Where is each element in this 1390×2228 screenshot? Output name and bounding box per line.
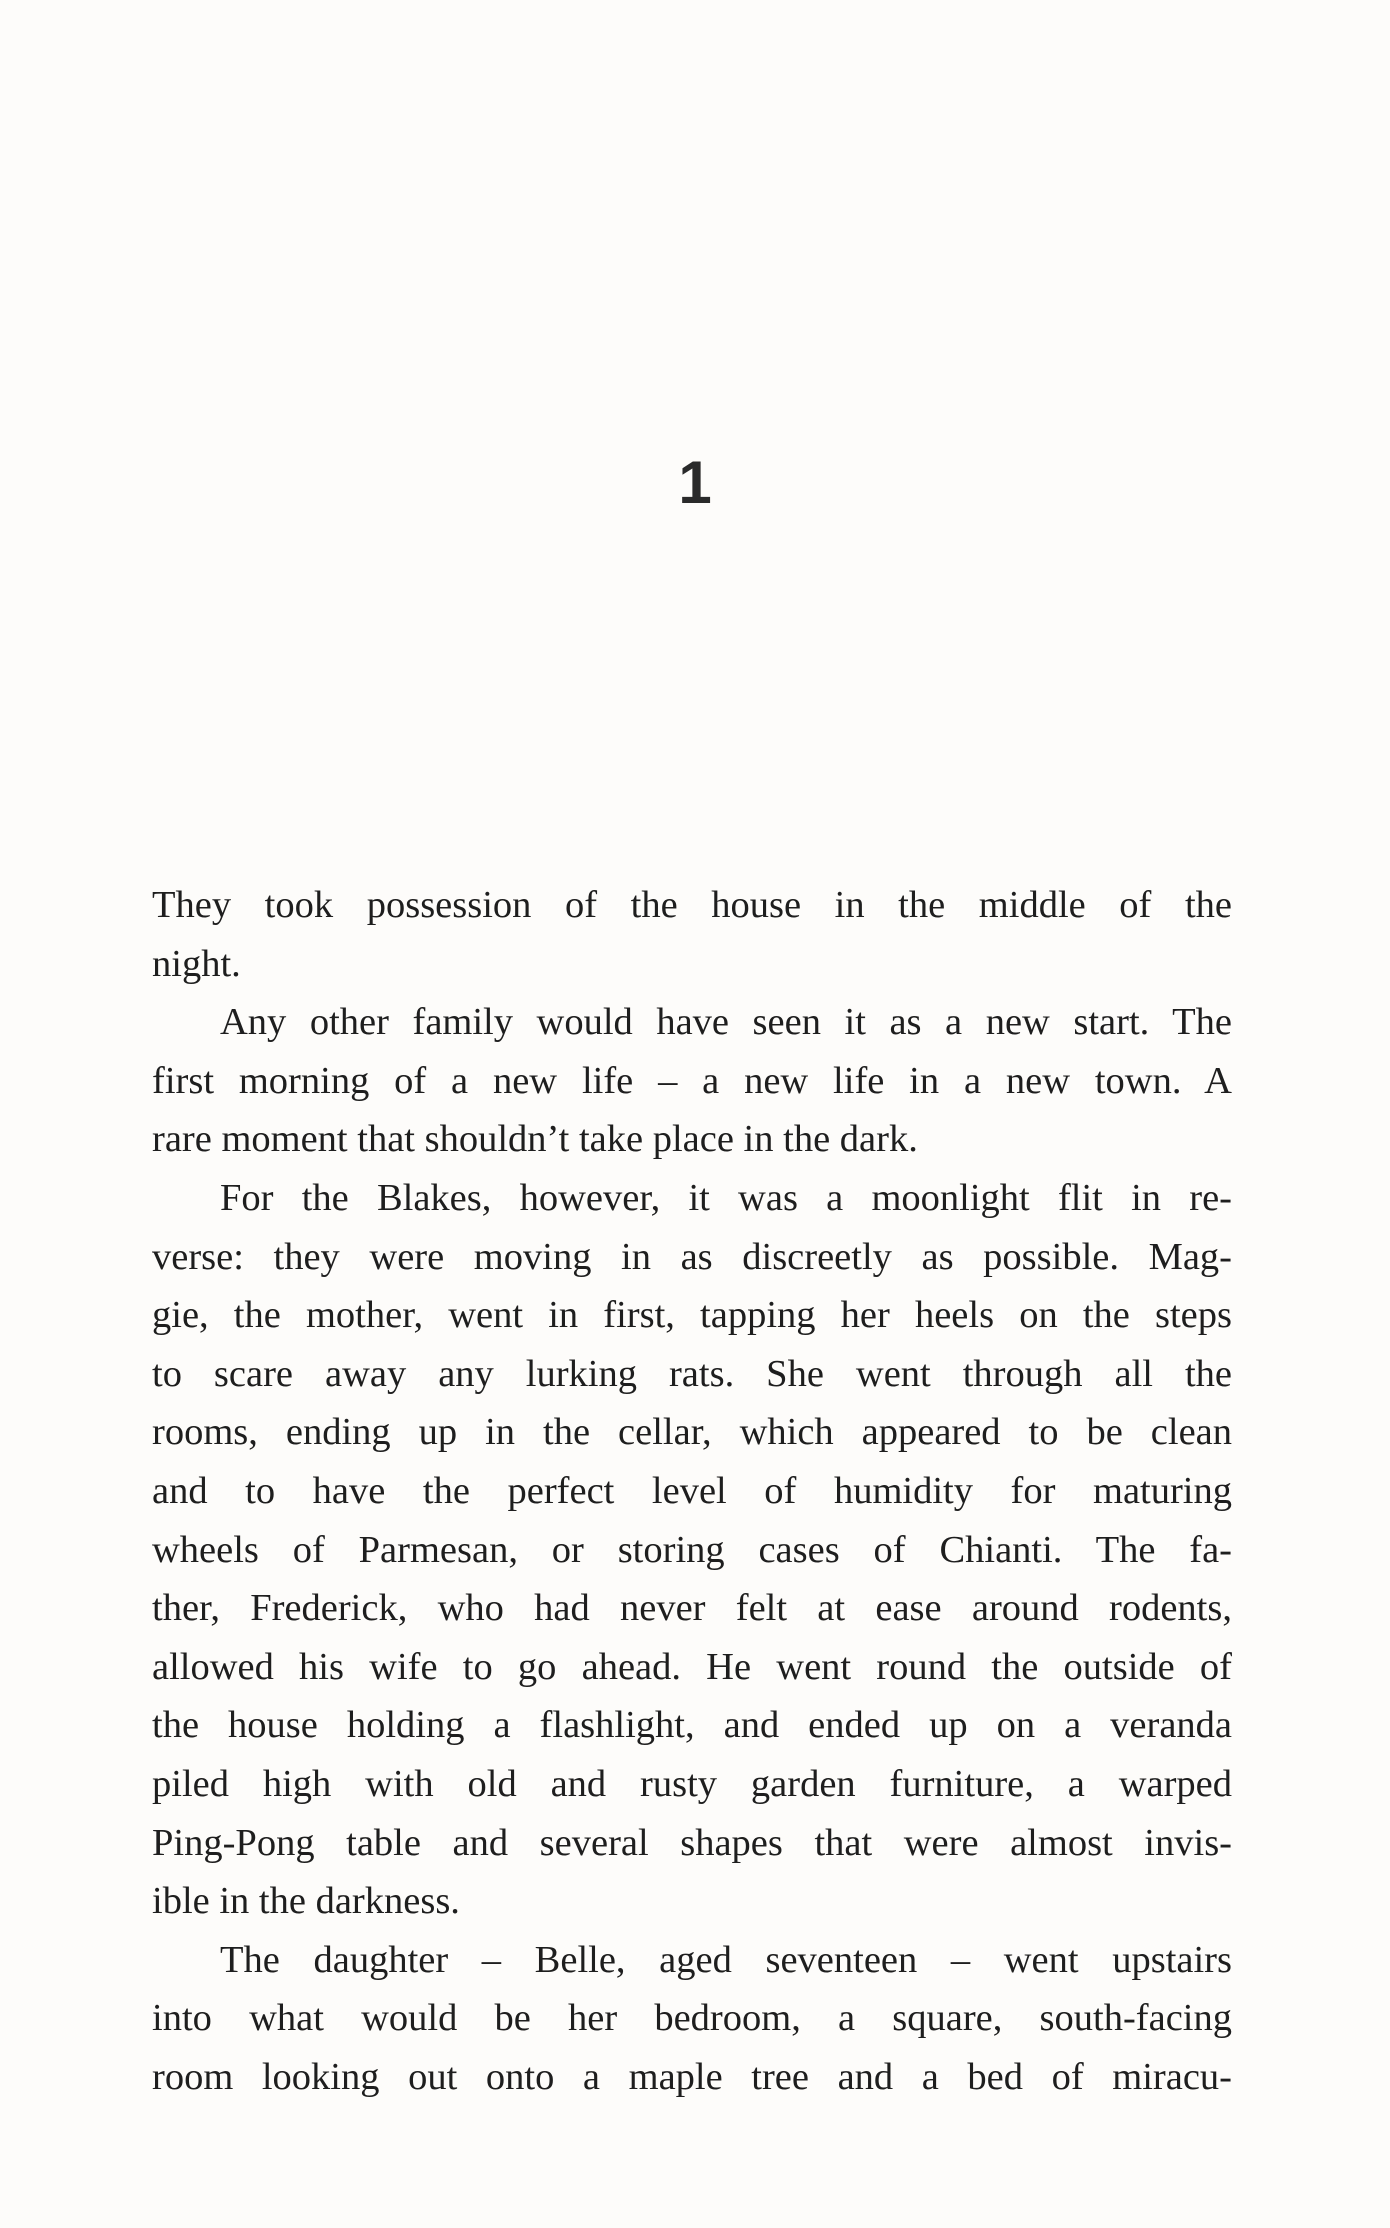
text-line: rare moment that shouldn’t take place in the dark. (152, 1118, 918, 1161)
text-line: the house holding a flashlight, and ended up on a veranda (152, 1704, 1232, 1747)
text-line: rooms, ending up in the cellar, which appeared to be clean (152, 1411, 1232, 1454)
text-line: ther, Frederick, who had never felt at ease around rodents, (152, 1587, 1232, 1630)
text-line: piled high with old and rusty garden furniture, a warped (152, 1762, 1232, 1805)
paragraph-1 (152, 876, 1232, 993)
text-line: night. (152, 942, 241, 985)
text-line: and to have the perfect level of humidity for maturing (152, 1469, 1232, 1512)
text-line: For the Blakes, however, it was a moonlight flit in re- (220, 1176, 1232, 1219)
text-line: gie, the mother, went in first, tapping her heels on the steps (152, 1294, 1232, 1337)
body-text (152, 876, 1232, 2106)
text-line: first morning of a new life – a new life in a new town. A (152, 1059, 1232, 1102)
paragraph-4 (152, 1931, 1232, 2107)
text-line: room looking out onto a maple tree and a bed of miracu- (152, 2055, 1232, 2098)
text-line: ible in the darkness. (152, 1880, 460, 1923)
text-line: allowed his wife to go ahead. He went round the outside of (152, 1645, 1232, 1688)
chapter-number: 1 (678, 449, 712, 516)
text-line: They took possession of the house in the middle of the (152, 884, 1232, 926)
text-line: wheels of Parmesan, or storing cases of Chianti. The fa- (152, 1528, 1232, 1571)
paragraph-3 (152, 1169, 1232, 1931)
text-line: to scare away any lurking rats. She went through all the (152, 1352, 1232, 1395)
paragraph-2 (152, 993, 1232, 1169)
text-line: verse: they were moving in as discreetly as possible. Mag- (152, 1235, 1232, 1278)
text-line: The daughter – Belle, aged seventeen – went upstairs (220, 1938, 1232, 1981)
text-line: Any other family would have seen it as a new start. The (220, 1001, 1232, 1044)
text-line: into what would be her bedroom, a square, south-facing (152, 1997, 1232, 2040)
text-line: Ping-Pong table and several shapes that were almost invis- (152, 1821, 1232, 1864)
